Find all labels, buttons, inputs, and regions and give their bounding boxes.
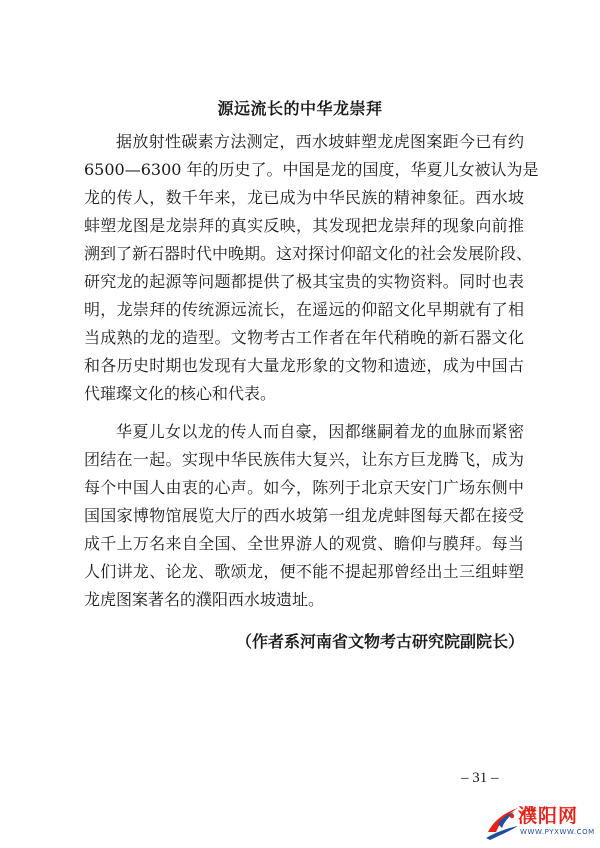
text-line: 代璀璨文化的核心和代表。: [84, 384, 277, 403]
text-line: 溯到了新石器时代中晚期。这对探讨仰韶文化的社会发展阶段、: [84, 244, 533, 263]
watermark-name: 濮阳网: [518, 805, 579, 827]
text-line: 团结在一起。实现中华民族伟大复兴，让东方巨龙腾飞，成为: [84, 450, 524, 469]
page-number: – 31 –: [461, 770, 499, 786]
watermark-url: WWW.PYXWW.COM: [520, 828, 595, 836]
text-line: 蚌塑龙图是龙崇拜的真实反映，其发现把龙崇拜的现象向前推: [84, 216, 524, 235]
text-line: 国国家博物馆展览大厅的西水坡第一组龙虎蚌图每天都在接受: [84, 506, 524, 525]
text-line: 和各历史时期也发现有大量龙形象的文物和遗迹，成为中国古: [84, 356, 524, 375]
site-watermark-logo: [484, 800, 596, 844]
article-title: 源远流长的中华龙崇拜: [217, 99, 383, 118]
text-line: 每个中国人由衷的心声。如今，陈列于北京天安门广场东侧中: [84, 478, 524, 497]
text-line: 成千上万名来自全国、全世界游人的观赏、瞻仰与膜拜。每当: [84, 534, 524, 553]
text-line: 人们讲龙、论龙、歌颂龙，便不能不提起那曾经出土三组蚌塑: [84, 562, 524, 581]
dragon-swoosh-icon: [484, 802, 520, 842]
text-line: 当成熟的龙的造型。文物考古工作者在年代稍晚的新石器文化: [84, 328, 524, 347]
text-line: 6500—6300 年的历史了。中国是龙的国度，华夏儿女被认为是: [84, 160, 539, 179]
text-line: 明，龙崇拜的传统源远流长，在遥远的仰韶文化早期就有了相: [84, 300, 524, 319]
text-line: 据放射性碳素方法测定，西水坡蚌塑龙虎图案距今已有约: [116, 132, 524, 151]
text-line: 龙虎图案著名的濮阳西水坡遗址。: [84, 590, 325, 609]
text-line: 华夏儿女以龙的传人而自豪，因都继嗣着龙的血脉而紧密: [116, 422, 524, 441]
text-line: 龙的传人，数千年来，龙已成为中华民族的精神象征。西水坡: [84, 188, 524, 207]
text-line: 研究龙的起源等问题都提供了极其宝贵的实物资料。同时也表: [84, 272, 524, 291]
author-byline: （作者系河南省文物考古研究院副院长）: [235, 632, 524, 651]
